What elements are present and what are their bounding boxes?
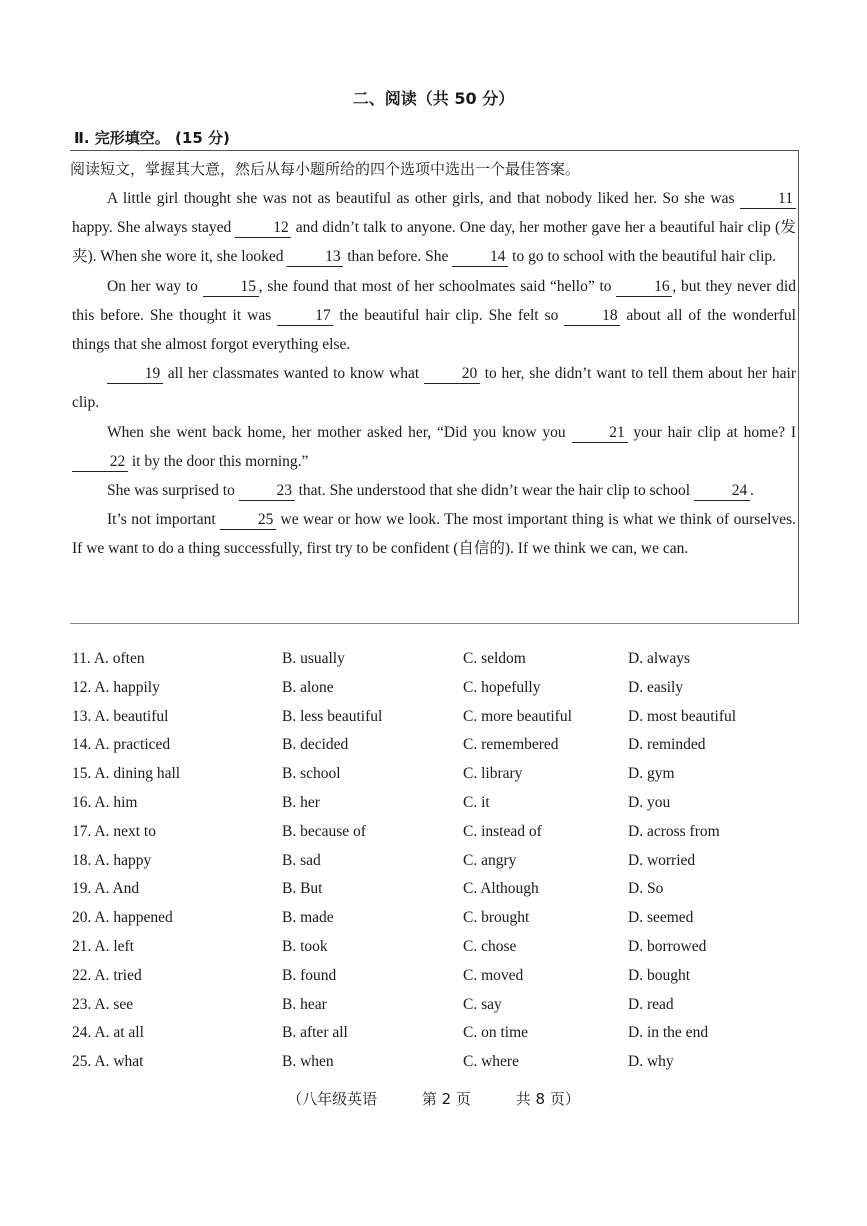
answer-choice[interactable]: 20. A. happened xyxy=(72,909,173,927)
option-row xyxy=(72,938,792,967)
answer-choice[interactable]: C. say xyxy=(463,995,502,1013)
passage-paragraph xyxy=(72,418,796,476)
answer-choice[interactable]: B. when xyxy=(282,1053,334,1071)
answer-choice[interactable]: 16. A. him xyxy=(72,793,138,811)
option-row xyxy=(72,1024,792,1053)
answer-choice[interactable]: B. found xyxy=(282,966,337,984)
passage-text: the beautiful hair clip. She felt so xyxy=(333,306,565,324)
answer-options xyxy=(72,650,792,1082)
blank-number: 11 xyxy=(740,190,796,209)
footer-total-pages: 共 8 页） xyxy=(515,1090,580,1108)
answer-choice[interactable]: C. moved xyxy=(463,966,524,984)
blank-number: 18 xyxy=(564,307,620,326)
answer-choice[interactable]: C. library xyxy=(463,765,523,783)
option-row xyxy=(72,1053,792,1082)
passage-text: . xyxy=(749,482,754,500)
instruction-text: 阅读短文，掌握其大意，然后从每小题所给的四个选项中选出一个最佳答案。 xyxy=(70,160,581,178)
blank-number: 25 xyxy=(220,511,276,530)
option-row xyxy=(72,736,792,765)
passage-text: that. She understood that she didn’t wear the hair clip to school xyxy=(294,482,694,500)
answer-choice[interactable]: D. bought xyxy=(628,966,690,984)
passage-text: A little girl thought she was not as beautiful as other girls, and that nobody liked her. So she was xyxy=(107,190,740,207)
passage-paragraph xyxy=(72,272,796,360)
passage-text: When she went back home, her mother asked her, “Did you know you xyxy=(107,423,572,441)
passage-paragraph xyxy=(72,505,796,563)
answer-choice[interactable]: B. school xyxy=(282,765,341,783)
answer-choice[interactable]: C. brought xyxy=(463,909,530,927)
answer-choice[interactable]: C. where xyxy=(463,1053,519,1071)
passage-text: happy. She always stayed xyxy=(72,219,236,237)
answer-choice[interactable]: D. across from xyxy=(628,822,720,840)
answer-choice[interactable]: B. after all xyxy=(282,1024,348,1042)
option-row xyxy=(72,765,792,794)
answer-choice[interactable]: D. gym xyxy=(628,765,675,783)
passage-text: It’s not important xyxy=(107,511,221,529)
answer-choice[interactable]: 18. A. happy xyxy=(72,851,152,869)
passage-text: to go to school with the beautiful hair clip. xyxy=(508,248,777,266)
answer-choice[interactable]: B. because of xyxy=(282,822,366,840)
answer-choice[interactable]: C. more beautiful xyxy=(463,707,572,725)
option-row xyxy=(72,852,792,881)
passage-text: and didn’t talk to anyone. One day, her mother gave her a beautiful hair clip (发夹). When she wore it, she looked xyxy=(72,219,796,266)
page-footer xyxy=(0,1088,867,1109)
answer-choice[interactable]: C. chose xyxy=(463,937,517,955)
passage-text: than before. She xyxy=(343,248,453,266)
blank-number: 17 xyxy=(277,307,333,326)
footer-subject: （八年级英语 xyxy=(287,1090,378,1108)
blank-number: 24 xyxy=(694,482,750,501)
blank-number: 13 xyxy=(287,248,343,267)
answer-choice[interactable]: 22. A. tried xyxy=(72,966,142,984)
answer-choice[interactable]: D. most beautiful xyxy=(628,707,737,725)
answer-choice[interactable]: 25. A. what xyxy=(72,1053,144,1071)
option-row xyxy=(72,794,792,823)
passage-text: we wear or how we look. The most important thing is what we think of ourselves. If we want to do a thing successfully, first try to be confident (自信的). If we think we can, we can. xyxy=(72,511,796,558)
option-row xyxy=(72,823,792,852)
answer-choice[interactable]: B. alone xyxy=(282,678,334,696)
blank-number: 14 xyxy=(452,248,508,267)
footer-page-number: 第 2 页 xyxy=(421,1090,471,1108)
option-row xyxy=(72,708,792,737)
passage-text: On her way to xyxy=(107,277,203,295)
answer-choice[interactable]: D. So xyxy=(628,880,664,898)
answer-choice[interactable]: B. took xyxy=(282,937,328,955)
answer-choice[interactable]: B. But xyxy=(282,880,323,898)
answer-choice[interactable]: D. why xyxy=(628,1053,674,1071)
answer-choice[interactable]: D. read xyxy=(628,995,674,1013)
blank-number: 15 xyxy=(203,278,259,297)
answer-choice[interactable]: D. always xyxy=(628,650,690,667)
answer-choice[interactable]: B. sad xyxy=(282,851,321,869)
answer-choice[interactable]: D. seemed xyxy=(628,909,694,927)
passage-text: , she found that most of her schoolmates said “hello” to xyxy=(258,277,617,295)
answer-choice[interactable]: B. her xyxy=(282,793,320,811)
answer-choice[interactable]: 21. A. left xyxy=(72,937,134,955)
part-title: Ⅱ. 完形填空。 (15 分) xyxy=(74,129,230,147)
answer-choice[interactable]: B. usually xyxy=(282,650,345,667)
answer-choice[interactable]: C. Although xyxy=(463,880,539,898)
option-row xyxy=(72,880,792,909)
answer-choice[interactable]: D. borrowed xyxy=(628,937,707,955)
answer-choice[interactable]: 23. A. see xyxy=(72,995,134,1013)
option-row xyxy=(72,679,792,708)
answer-choice[interactable]: C. angry xyxy=(463,851,517,869)
passage-text: to her, she didn’t want to tell them about her hair clip. xyxy=(72,365,796,412)
blank-number: 22 xyxy=(72,453,128,472)
answer-choice[interactable]: 15. A. dining hall xyxy=(72,765,181,783)
blank-number: 20 xyxy=(424,365,480,384)
answer-choice[interactable]: C. remembered xyxy=(463,736,559,754)
passage-text: your hair clip at home? I xyxy=(627,423,796,441)
answer-choice[interactable]: C. seldom xyxy=(463,650,526,667)
answer-choice[interactable]: D. easily xyxy=(628,678,684,696)
answer-choice[interactable]: B. less beautiful xyxy=(282,707,383,725)
answer-choice[interactable]: 19. A. And xyxy=(72,880,140,898)
passage-text: She was surprised to xyxy=(107,482,239,500)
blank-number: 23 xyxy=(239,482,295,501)
answer-choice[interactable]: B. made xyxy=(282,909,334,927)
answer-choice[interactable]: C. hopefully xyxy=(463,678,541,696)
blank-number: 12 xyxy=(235,219,291,238)
answer-choice[interactable]: B. decided xyxy=(282,736,349,754)
option-row xyxy=(72,909,792,938)
answer-choice[interactable]: 14. A. practiced xyxy=(72,736,171,754)
answer-choice[interactable]: 17. A. next to xyxy=(72,822,156,840)
answer-choice[interactable]: C. on time xyxy=(463,1024,529,1042)
option-row xyxy=(72,650,792,679)
answer-choice[interactable]: D. in the end xyxy=(628,1024,709,1042)
answer-choice[interactable]: D. you xyxy=(628,793,671,811)
blank-number: 21 xyxy=(572,424,628,443)
passage-text: all her classmates wanted to know what xyxy=(163,365,424,383)
answer-choice[interactable]: 13. A. beautiful xyxy=(72,707,169,725)
answer-choice[interactable]: C. instead of xyxy=(463,822,542,840)
passage-paragraph xyxy=(72,476,796,505)
passage-text: it by the door this morning.” xyxy=(128,452,309,470)
option-row xyxy=(72,996,792,1025)
passage-text: , but they never did this before. She thought it was xyxy=(72,277,796,324)
blank-number: 16 xyxy=(616,278,672,297)
passage-text: about all of the wonderful things that she almost forgot everything else. xyxy=(72,306,796,354)
section-title: 二、阅读（共 50 分） xyxy=(352,89,515,108)
blank-number: 19 xyxy=(107,365,163,384)
answer-choice[interactable]: D. worried xyxy=(628,851,696,869)
answer-choice[interactable]: D. reminded xyxy=(628,736,706,754)
answer-choice[interactable]: 24. A. at all xyxy=(72,1024,144,1042)
passage-paragraph xyxy=(72,184,796,272)
option-row xyxy=(72,967,792,996)
answer-choice[interactable]: C. it xyxy=(463,793,490,811)
answer-choice[interactable]: B. hear xyxy=(282,995,327,1013)
answer-choice[interactable]: 12. A. happily xyxy=(72,678,160,696)
answer-choice[interactable]: 11. A. often xyxy=(72,650,145,667)
passage-paragraph xyxy=(72,359,796,417)
cloze-passage xyxy=(72,184,796,564)
